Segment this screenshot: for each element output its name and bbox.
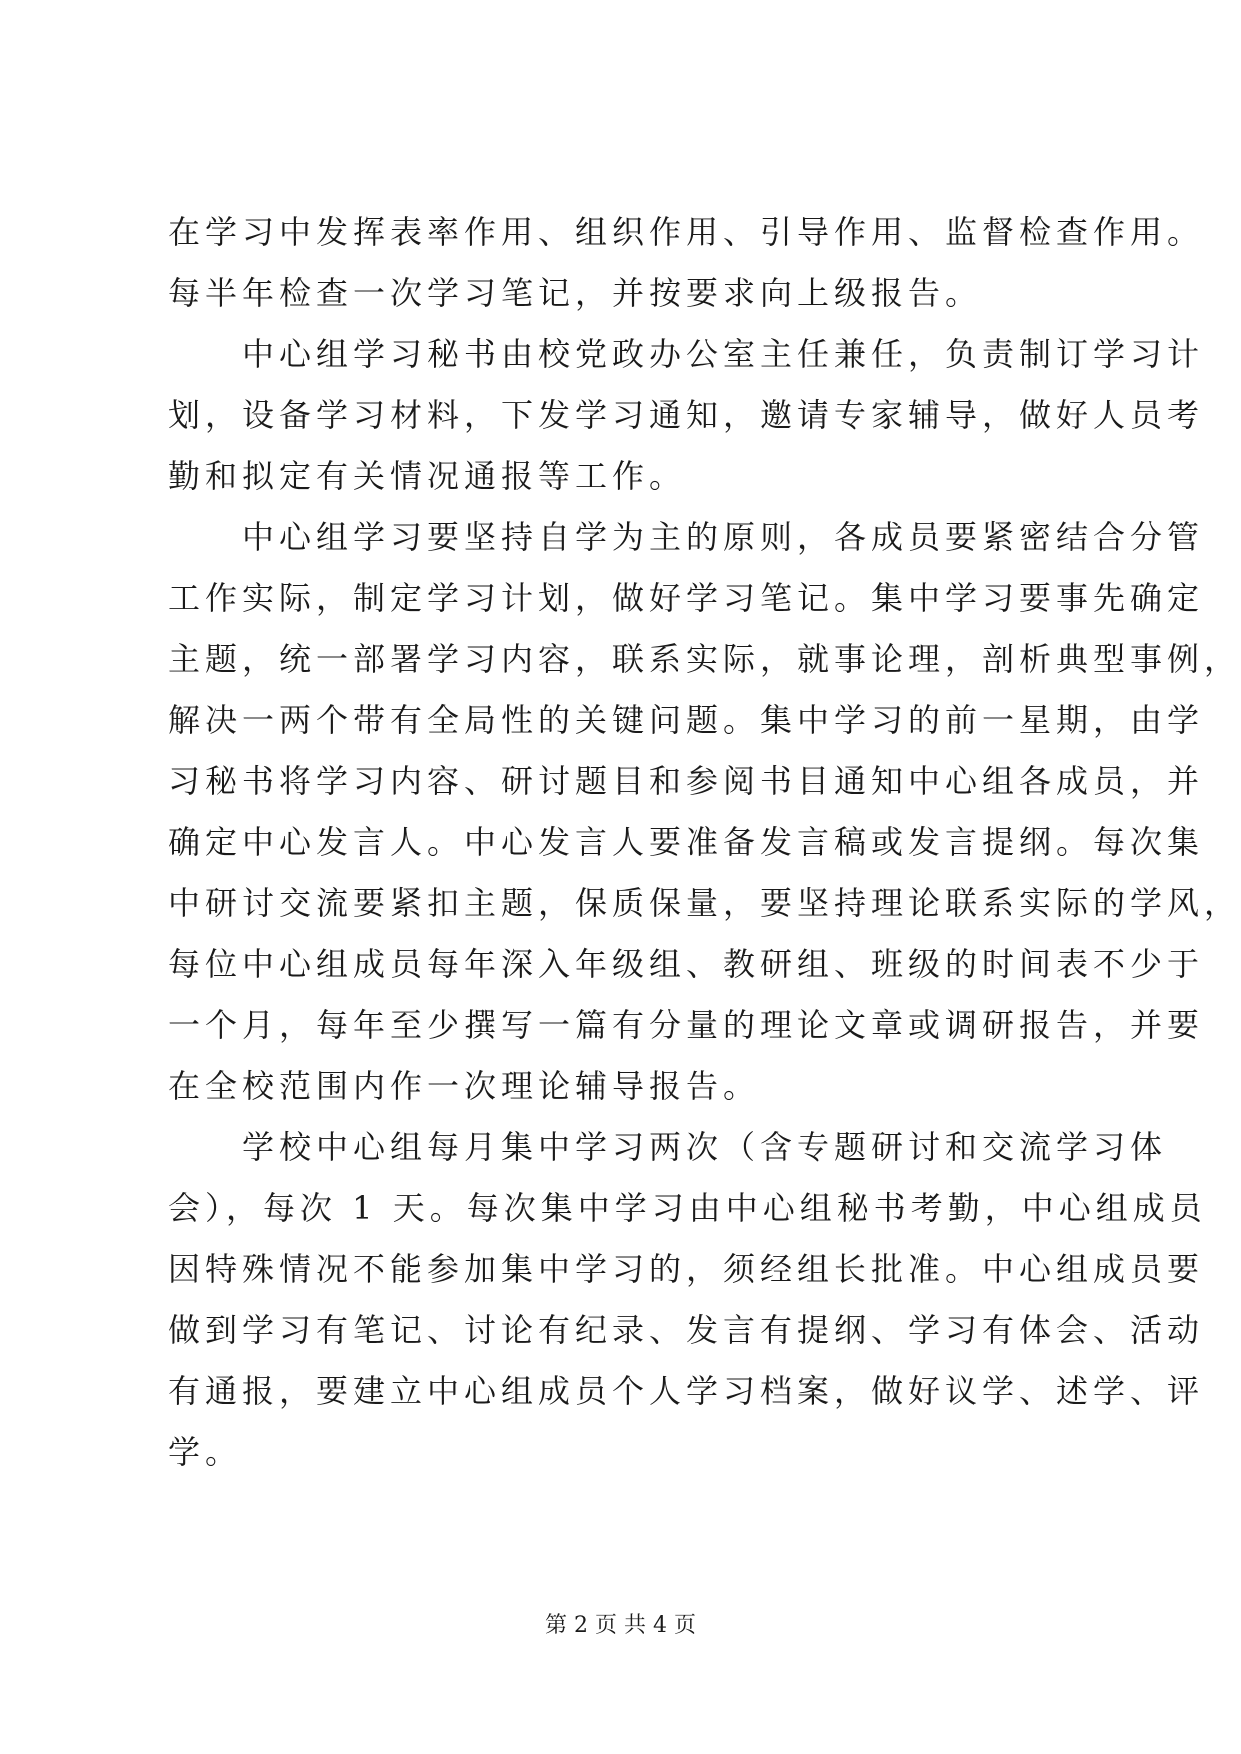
text-line: 每半年检查一次学习笔记，并按要求向上级报告。 (168, 274, 983, 312)
text-line: 一个月，每年至少撰写一篇有分量的理论文章或调研报告，并要 (168, 1006, 1205, 1044)
body-text (168, 202, 1241, 1483)
text-line: 在全校范围内作一次理论辅导报告。 (168, 1067, 761, 1105)
text-line: 会），每次 1 天。每次集中学习由中心组秘书考勤，中心组成员 (168, 1189, 1207, 1227)
page-number-footer: 第 2 页 共 4 页 (545, 1613, 696, 1638)
text-line: 每位中心组成员每年深入年级组、教研组、班级的时间表不少于 (168, 945, 1205, 983)
text-line: 解决一两个带有全局性的关键问题。集中学习的前一星期，由学 (168, 701, 1205, 739)
text-line: 中心组学习秘书由校党政办公室主任兼任，负责制订学习计 (168, 335, 1205, 373)
text-line: 中心组学习要坚持自学为主的原则，各成员要紧密结合分管 (168, 518, 1205, 556)
text-line: 确定中心发言人。中心发言人要准备发言稿或发言提纲。每次集 (168, 823, 1205, 861)
text-line: 因特殊情况不能参加集中学习的，须经组长批准。中心组成员要 (168, 1250, 1205, 1288)
text-line: 有通报，要建立中心组成员个人学习档案，做好议学、述学、评 (168, 1372, 1205, 1410)
text-line: 主题，统一部署学习内容，联系实际，就事论理，剖析典型事例， (168, 640, 1241, 678)
text-line: 在学习中发挥表率作用、组织作用、引导作用、监督检查作用。 (168, 213, 1205, 251)
text-line: 习秘书将学习内容、研讨题目和参阅书目通知中心组各成员，并 (168, 762, 1205, 800)
text-line: 划，设备学习材料，下发学习通知，邀请专家辅导，做好人员考 (168, 396, 1205, 434)
text-line: 学校中心组每月集中学习两次（含专题研讨和交流学习体 (168, 1128, 1168, 1166)
text-line: 工作实际，制定学习计划，做好学习笔记。集中学习要事先确定 (168, 579, 1205, 617)
text-line: 中研讨交流要紧扣主题，保质保量，要坚持理论联系实际的学风， (168, 884, 1241, 922)
text-line: 勤和拟定有关情况通报等工作。 (168, 457, 687, 495)
text-line: 学。 (168, 1433, 243, 1471)
text-line: 做到学习有笔记、讨论有纪录、发言有提纲、学习有体会、活动 (168, 1311, 1205, 1349)
